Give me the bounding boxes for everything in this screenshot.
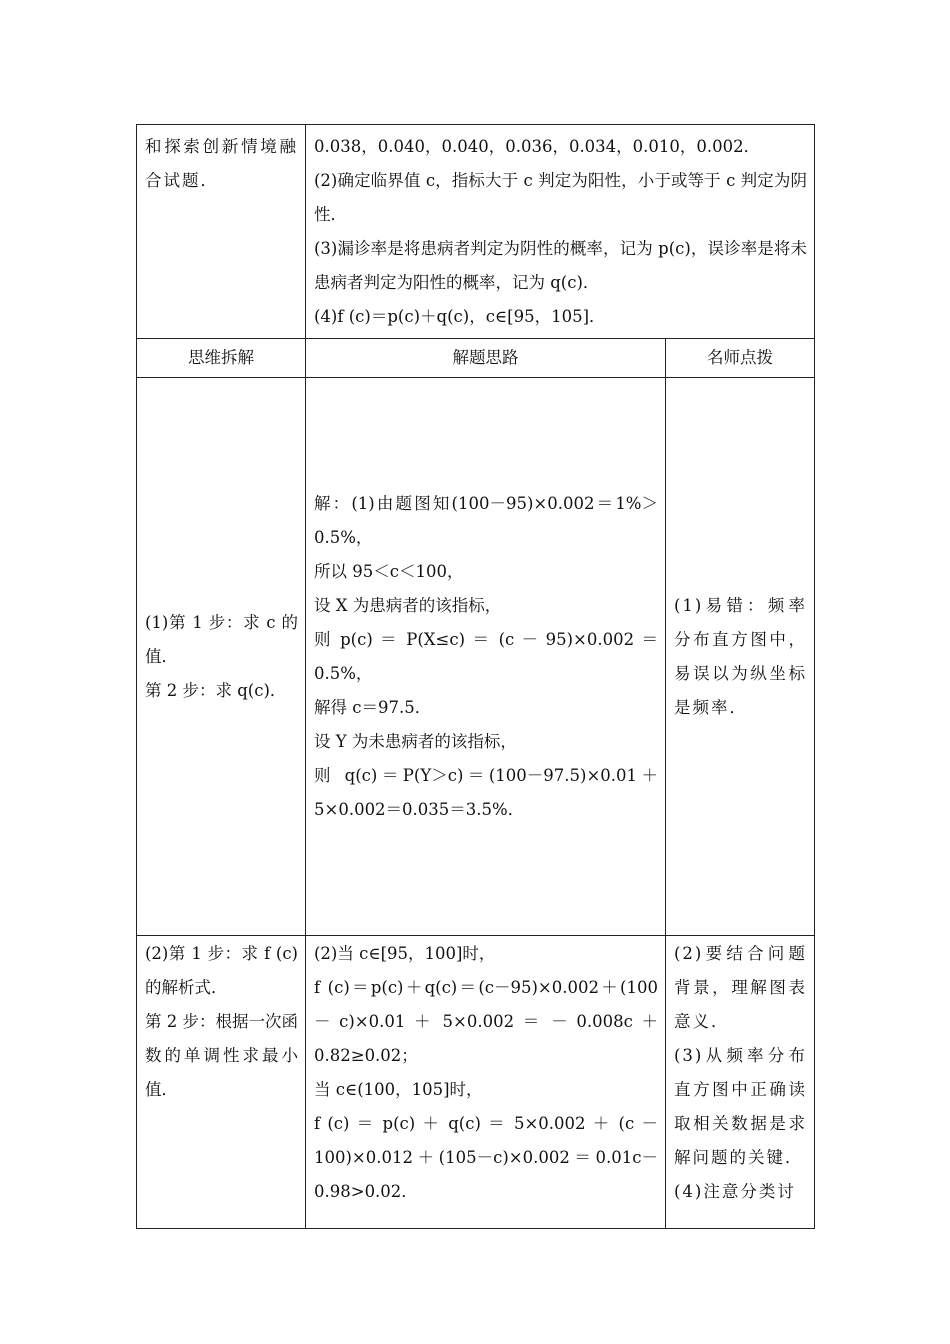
intro-line: 0.038，0.040，0.040，0.036，0.034，0.010，0.002． (314, 137, 761, 156)
row1-thinking-line: (1)第 1 步：求 c 的值． (145, 613, 298, 666)
header-thinking: 思维拆解 (137, 339, 306, 378)
row1-thinking-line: 第 2 步：求 q(c)． (145, 681, 287, 700)
row1-approach-line: 则 p(c) ＝ P(X≤c) ＝ (c － 95)×0.002 ＝ 0.5%， (314, 630, 658, 683)
row2-approach-line: f (c)＝p(c)＋q(c)＝(c－95)×0.002＋(100 － c)×0.01 ＋ 5×0.002 ＝ － 0.008c ＋ 0.82≥0.02； (314, 978, 658, 1065)
row1-approach-line: 解得 c＝97.5． (314, 698, 432, 717)
row2-approach-line: f (c) ＝ p(c) ＋ q(c) ＝ 5×0.002 ＋ (c － 100)×0.012＋(105－c)×0.002＝0.01c－0.98>0.02． (314, 1114, 658, 1201)
header-tips: 名师点拨 (666, 339, 815, 378)
intro-line: (4)f (c)＝p(c)＋q(c)，c∈[95，105]． (314, 307, 606, 326)
row1-approach-line: 设 Y 为未患病者的该指标， (314, 732, 517, 751)
row2-tips-line: (2)要结合问题背景，理解图表意义． (674, 944, 807, 1031)
row2-approach-line: (2)当 c∈[95，100]时， (314, 944, 496, 963)
step-row-2 (137, 936, 815, 1229)
row1-approach-cell (306, 378, 666, 936)
row1-approach-line: 所以 95＜c＜100， (314, 562, 464, 581)
intro-left-text: 和探索创新情境融合试题． (145, 137, 298, 190)
row2-thinking-line: (2)第 1 步：求 f (c)的解析式． (145, 944, 298, 997)
header-approach: 解题思路 (306, 339, 666, 378)
intro-left-cell (137, 125, 306, 339)
row1-approach-line: 则 q(c)＝P(Y＞c)＝(100－97.5)×0.01＋5×0.002＝0.035＝3.5%． (314, 766, 658, 819)
header-row (137, 339, 815, 378)
row2-approach-cell (306, 936, 666, 1229)
intro-row (137, 125, 815, 339)
row1-approach-line: 设 X 为患病者的该指标， (314, 596, 502, 615)
row2-tips-line: (3)从频率分布直方图中正确读取相关数据是求解问题的关键． (674, 1046, 807, 1167)
row2-tips-line: (4)注意分类讨 (674, 1182, 796, 1201)
row1-approach-line: 解：(1)由题图知(100－95)×0.002＝1%＞0.5%， (314, 494, 658, 547)
intro-right-cell (306, 125, 815, 339)
intro-line: (3)漏诊率是将患病者判定为阴性的概率，记为 p(c)，误诊率是将未患病者判定为阳性的概率，记为 q(c)． (314, 239, 807, 292)
step-row-1 (137, 378, 815, 936)
row2-thinking-cell (137, 936, 306, 1229)
row1-tips-line: (1)易错：频率分布直方图中，易误以为纵坐标是频率． (674, 596, 807, 717)
row2-tips-cell (666, 936, 815, 1229)
row2-thinking-line: 第 2 步：根据一次函数的单调性求最小值． (145, 1012, 298, 1099)
row1-thinking-cell (137, 378, 306, 936)
solution-table (136, 124, 815, 1229)
row2-approach-line: 当 c∈(100，105]时， (314, 1080, 483, 1099)
intro-line: (2)确定临界值 c，指标大于 c 判定为阳性，小于或等于 c 判定为阴性． (314, 171, 807, 224)
row1-tips-cell (666, 378, 815, 936)
